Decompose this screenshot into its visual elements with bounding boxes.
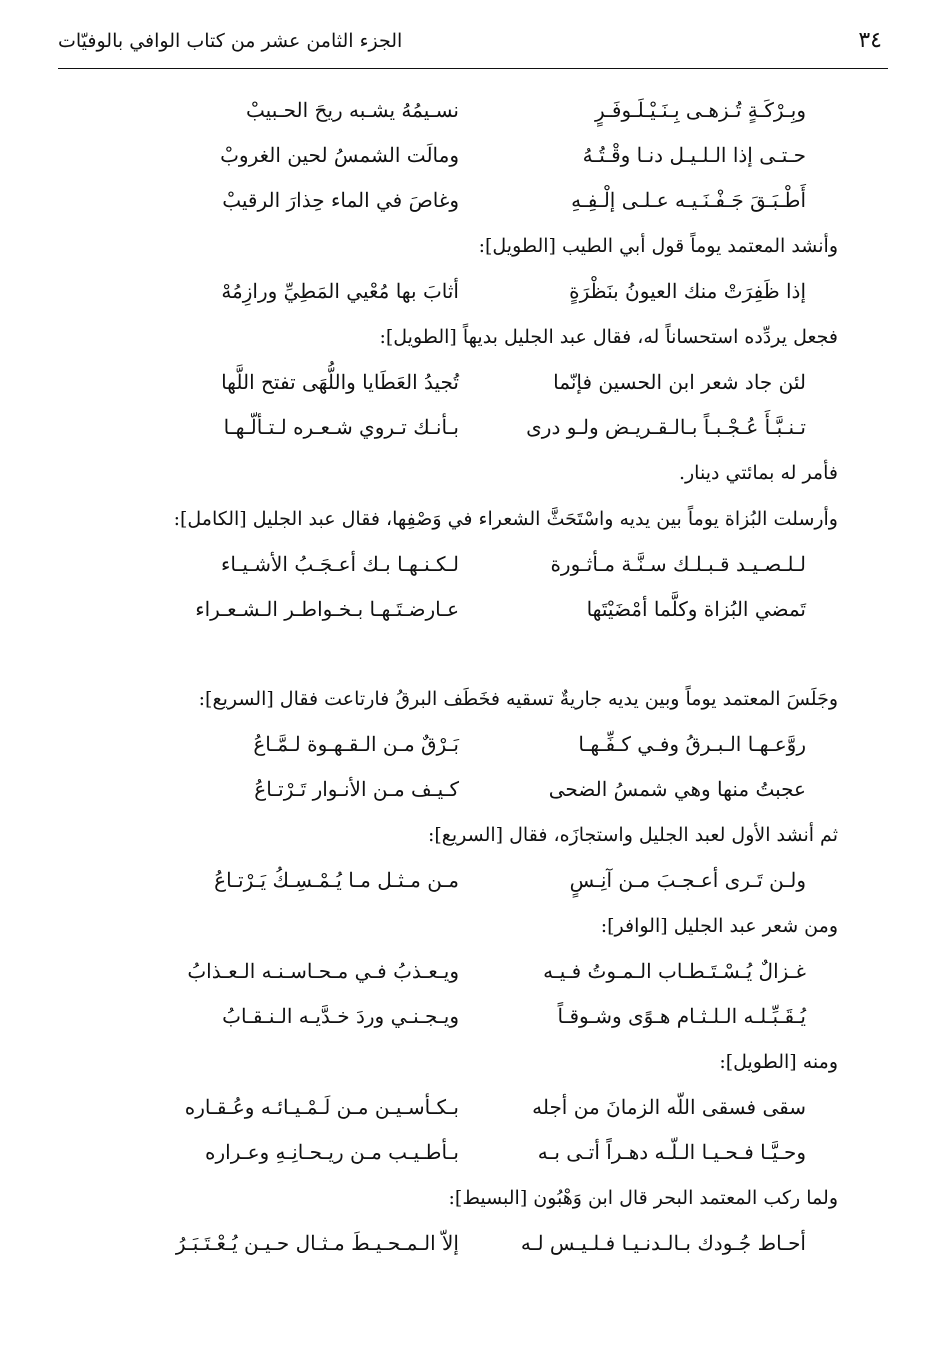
first-hemistich: أَطْـبَـقَ جَـفْـنَـيـه عـلـى إلْـفِـهِ <box>571 188 806 212</box>
verse-line <box>112 184 834 229</box>
verse-line <box>112 139 834 184</box>
page-header <box>58 28 888 69</box>
first-hemistich: لئن جاد شعر ابن الحسين فإنّما <box>553 370 806 394</box>
first-hemistich: وحـيَّـا فـحـيـا الـلّـه دهـراً أتـى بـه <box>537 1140 806 1164</box>
first-hemistich: روَّعـهـا الـبـرقُ وفـي كـفِّـهـا <box>578 732 806 756</box>
first-hemistich: غـزالٌ يُـسْـتَـطـاب الـمـوتُ فـيـه <box>543 959 806 983</box>
first-hemistich: سقى فسقى اللّه الزمانَ من أجله <box>532 1095 806 1119</box>
prose-line: فجعل يردِّده استحساناً له، فقال عبد الجليل بديهاً [الطويل]: <box>379 326 838 348</box>
verse-line <box>112 94 834 139</box>
first-hemistich: يُـقَـبِّـلـه الـلـثـام هـوًى وشـوقـاً <box>557 1004 806 1028</box>
verse-line <box>112 864 834 909</box>
second-hemistich: كـيـف مـن الأنـوار تَـرْتـاعُ <box>254 777 459 801</box>
first-hemistich: لـلـصـيـد قـبـلـك سـنَّـة مـأثـورة <box>550 552 806 576</box>
second-hemistich: بـأطـيـب مـن ريـحـانِـهِ وعـراره <box>205 1140 459 1164</box>
first-hemistich: حـتـى إذا الـلـيـل دنـا وقْـتُـهُ <box>582 143 806 167</box>
first-hemistich: عجبتُ منها وهي شمسُ الضحى <box>548 777 806 801</box>
verse-line <box>112 773 834 818</box>
verse-line <box>112 548 834 593</box>
verse-line <box>112 411 834 456</box>
prose-line: فأمر له بمائتي دينار. <box>678 462 838 484</box>
first-hemistich: تـنـبَّـأَ عُـجْـبـاً بـالـقـريـض ولـو درى <box>526 415 806 439</box>
verse-line <box>112 1091 834 1136</box>
second-hemistich: بـكـأسـيـن مـن لَـمْـيـائـه وعُـقـاره <box>184 1095 459 1119</box>
verse-line <box>112 275 834 320</box>
running-title: الجزء الثامن عشر من كتاب الوافي بالوفيّات <box>58 30 403 52</box>
prose-line: ومنه [الطويل]: <box>719 1051 838 1073</box>
second-hemistich: إلاّ الـمـحـيـطَ مـثـال حـيـن يُـعْـتَـبَـرُ <box>175 1231 459 1255</box>
first-hemistich: إذا ظَفِرَتْ منك العيونُ بنَظْرَةٍ <box>569 279 806 303</box>
first-hemistich: وبِـرْكَـةٍ تُـزهـى بِـنَـيْـلَـوفَـرٍ <box>595 98 806 122</box>
prose-line: ومن شعر عبد الجليل [الوافر]: <box>600 915 838 937</box>
verse-line <box>112 1000 834 1045</box>
verse-line <box>112 1136 834 1181</box>
prose-line: ثم أنشد الأول لعبد الجليل واستجازَه، فقال [السريع]: <box>427 824 838 846</box>
second-hemistich: تُجيدُ العَطَايا واللُّهَى تفتح اللَّها <box>221 370 459 394</box>
verse-line <box>112 1227 834 1272</box>
prose-line: وجَلَسَ المعتمد يوماً وبين يديه جاريةٌ تسقيه فخَطَف البرقُ فارتاعت فقال [السريع]: <box>198 688 838 710</box>
second-hemistich: ويـعـذبُ فـي مـحـاسـنـه الـعـذابُ <box>187 959 459 983</box>
second-hemistich: أثابَ بها مُعْيي المَطِيِّ ورازِمُهْ <box>221 279 459 303</box>
first-hemistich: أحـاط جُـودك بـالـدنـيـا فـلـيـس لـه <box>520 1231 806 1255</box>
second-hemistich: مـن مـثـل مـا يُـمْـسِـكُ يَـرْتـاعُ <box>214 868 459 892</box>
second-hemistich: لـكـنـهـا بـك أعـجَـبُ الأشـيـاء <box>220 552 459 576</box>
verse-line <box>112 728 834 773</box>
second-hemistich: ومالَت الشمسُ لحين الغروبْ <box>220 143 459 167</box>
second-hemistich: عـارضـتَـهـا بـخـواطـر الـشـعـراء <box>195 597 459 621</box>
prose-line: ولما ركب المعتمد البحر قال ابن وَهْبُون [البسيط]: <box>448 1187 838 1209</box>
first-hemistich: تَمضي البُزاة وكلَّما أمْضَيْتَها <box>586 597 806 621</box>
page-number: ٣٤ <box>858 28 882 53</box>
second-hemistich: بـأنـك تـروي شـعـره لـتـألّـهـا <box>223 415 459 439</box>
second-hemistich: وغاصَ في الماء حِذارَ الرقيبْ <box>222 188 459 212</box>
second-hemistich: نسـيمُهُ يشـبه ريحَ الحـبيبْ <box>246 98 459 122</box>
prose-line: وأرسلت البُزاة يوماً بين يديه واسْتَحَثَّ الشعراء في وَصْفِها، فقال عبد الجليل [الكامل]: <box>173 508 838 530</box>
second-hemistich: ويـجـنـي وردَ خـدَّيـه الـنـقـابُ <box>222 1004 459 1028</box>
verse-line <box>112 366 834 411</box>
verse-line <box>112 955 834 1000</box>
first-hemistich: ولـن تَـرى أعـجـبَ مـن آنِـسٍ <box>569 868 806 892</box>
prose-line: وأنشد المعتمد يوماً قول أبي الطيب [الطويل]: <box>478 235 838 257</box>
section-gap <box>112 638 834 682</box>
second-hemistich: بَـرْقٌ مـن الـقـهـوة لـمَّـاعُ <box>253 732 459 756</box>
page-body <box>112 94 838 1272</box>
verse-line <box>112 593 834 638</box>
